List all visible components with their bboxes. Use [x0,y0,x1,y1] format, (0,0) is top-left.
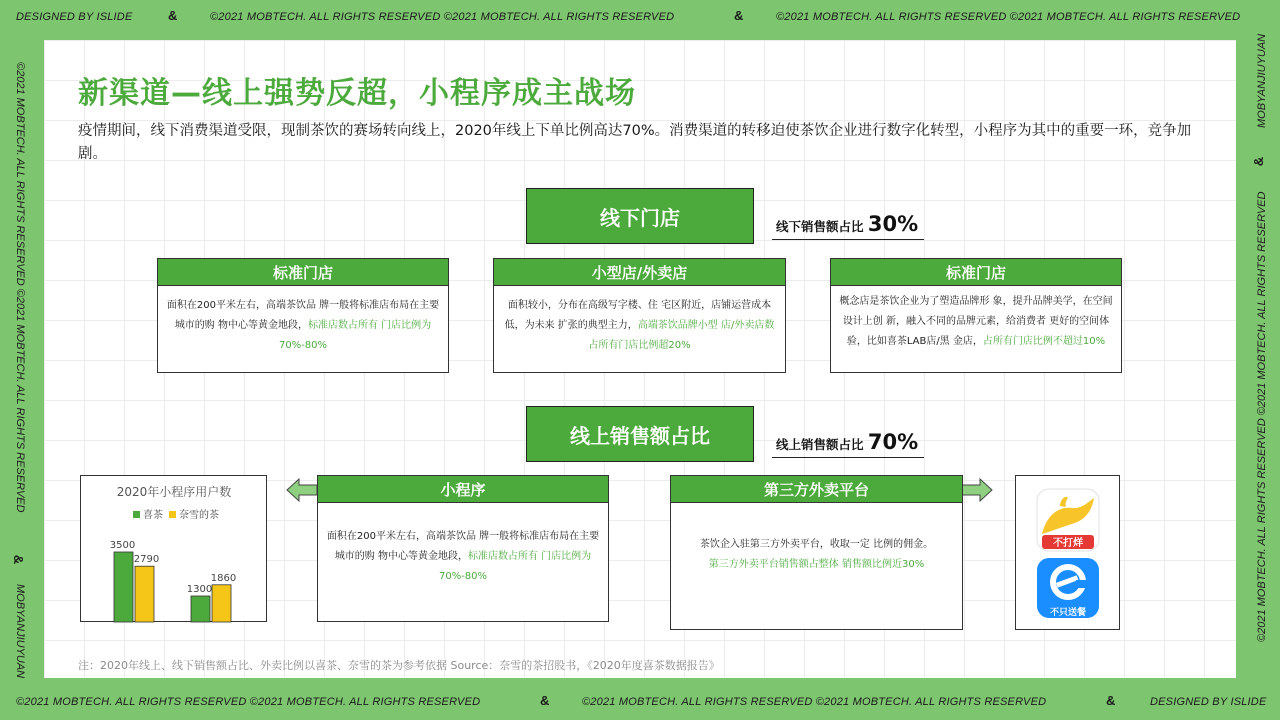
card-highlight: 高端茶饮品牌小型 店/外卖店数占所有门店比例超20% [588,320,775,351]
card-title: 小型店/外卖店 [494,259,785,286]
footnote-source: 注：2020年线上、线下销售额占比、外卖比例以喜茶、奈雪的茶为参考依据 Source：奈雪的茶招股书，《2020年度喜茶数据报告》 [78,659,720,672]
border-copyright-top-right: ©2021 MOBTECH. ALL RIGHTS RESERVED ©2021 MOBTECH. ALL RIGHTS RESERVED [776,11,1241,23]
offline-header: 线下门店 [526,188,754,244]
eleme-label: 不只送餐 [1049,608,1087,618]
eleme-app-icon [1037,558,1099,618]
intro-paragraph: 疫情期间，线下消费渠道受限，现制茶饮的赛场转向线上，2020年线上下单比例高达70%。消费渠道的转移迫使茶饮企业进行数字化转型，小程序为其中的重要一环，竞争加剧。 [78,123,1192,162]
card-highlight: 标准店数占所有 门店比例为70%-80% [438,551,592,582]
card-highlight: 标准店数占所有 门店比例为70%-80% [278,320,432,351]
mini-program-chart [80,475,267,622]
chart-bar [191,596,210,622]
legend-label: 喜茶 [143,510,163,521]
border-watermark-right: MOBYANJIUYUAN [1256,33,1268,128]
card-title: 标准门店 [831,259,1121,286]
chart-title: 2020年小程序用户数 [116,485,232,499]
slide-canvas [44,40,1236,678]
border-copyright-bottom-left: ©2021 MOBTECH. ALL RIGHTS RESERVED ©2021 MOBTECH. ALL RIGHTS RESERVED [16,696,481,708]
legend-swatch [133,511,140,518]
card-highlight: 第三方外卖平台销售额占整体 销售额比例近30% [708,559,925,570]
bar-value-label: 1860 [210,572,237,584]
app-icons [1016,476,1121,631]
bar-value-label: 3500 [109,540,136,551]
offline-share [772,212,924,240]
card-title: 标准门店 [158,259,448,286]
border-copyright-right: ©2021 MOBTECH. ALL RIGHTS RESERVED ©2021 MOBTECH. ALL RIGHTS RESERVED [1256,191,1268,642]
arrow-right-icon [961,477,993,503]
chart-legend [133,508,219,521]
offline-share-value: 30% [867,212,919,236]
slide-title: 新渠道—线上强势反超，小程序成主战场 [78,76,636,111]
card-title: 小程序 [318,476,608,503]
meituan-app-icon [1037,489,1099,551]
border-designer-credit-top: DESIGNED BY ISLIDE [16,11,133,23]
border-copyright-left: ©2021 MOBTECH. ALL RIGHTS RESERVED ©2021 MOBTECH. ALL RIGHTS RESERVED [14,62,26,513]
bar-value-label: 1300 [186,584,213,595]
chart-bar [135,566,154,622]
card-delivery-platform [670,475,963,630]
card-small-store [493,258,786,373]
card-text: 面积较小，分布在高级写字楼、住 宅区附近，店铺运营成本低，为未来 扩张的典型主力，高端茶饮品牌小型 店/外卖店数占所有门店比例超20% [504,300,775,351]
card-text: 茶饮企入驻第三方外卖平台，收取一定 比例的佣金。 第三方外卖平台销售额占整体 销售额比例近30% [671,503,962,585]
border-ampersand: & [734,8,744,23]
chart-bar [212,585,231,622]
offline-share-label: 线下销售额占比 [776,219,864,234]
chart-bar [114,552,133,622]
online-header: 线上销售额占比 [526,406,754,462]
card-concept-store [830,258,1122,373]
legend-label: 奈雪的茶 [179,510,219,521]
online-share-label: 线上销售额占比 [776,437,864,452]
card-text: 概念店是茶饮企业为了塑造品牌形 象，提升品牌美学，在空间设计上创 新，融入不同的品牌元素，给消费者 更好的空间体验，比如喜茶LAB店/黑 金店，占所有门店比例不超过10% [839,296,1113,347]
card-title: 第三方外卖平台 [671,476,962,503]
card-standard-store [157,258,449,373]
border-ampersand: & [1106,693,1116,708]
meituan-label: 不打烊 [1053,538,1083,549]
card-text: 面积在200平米左右，高端茶饮品 牌一般将标准店布局在主要城市的购 物中心等黄金地段，标准店数占所有 门店比例为70%-80% [166,300,440,351]
card-highlight: 占所有门店比例不超过10% [982,336,1106,347]
border-ampersand: & [168,8,178,23]
legend-swatch [169,511,176,518]
border-watermark-left: MOBYANJIUYUAN [14,584,26,679]
chart-canvas [81,476,268,623]
border-designer-credit-bottom: DESIGNED BY ISLIDE [1150,696,1267,708]
online-share [772,430,924,458]
card-mini-program [317,475,609,622]
border-copyright-top-center: ©2021 MOBTECH. ALL RIGHTS RESERVED ©2021 MOBTECH. ALL RIGHTS RESERVED [210,11,675,23]
card-text: 面积在200平米左右，高端茶饮品 牌一般将标准店布局在主要城市的购 物中心等黄金地段，标准店数占所有 门店比例为70%-80% [326,531,600,582]
online-share-value: 70% [867,430,919,454]
delivery-app-logos [1015,475,1120,630]
bar-value-label: 2790 [133,554,160,566]
border-copyright-bottom-center: ©2021 MOBTECH. ALL RIGHTS RESERVED ©2021 MOBTECH. ALL RIGHTS RESERVED [582,696,1047,708]
arrow-left-icon [286,477,318,503]
border-ampersand: & [540,693,550,708]
chart-bars [110,540,236,622]
border-ampersand: & [11,554,27,565]
border-ampersand: & [1251,156,1267,167]
